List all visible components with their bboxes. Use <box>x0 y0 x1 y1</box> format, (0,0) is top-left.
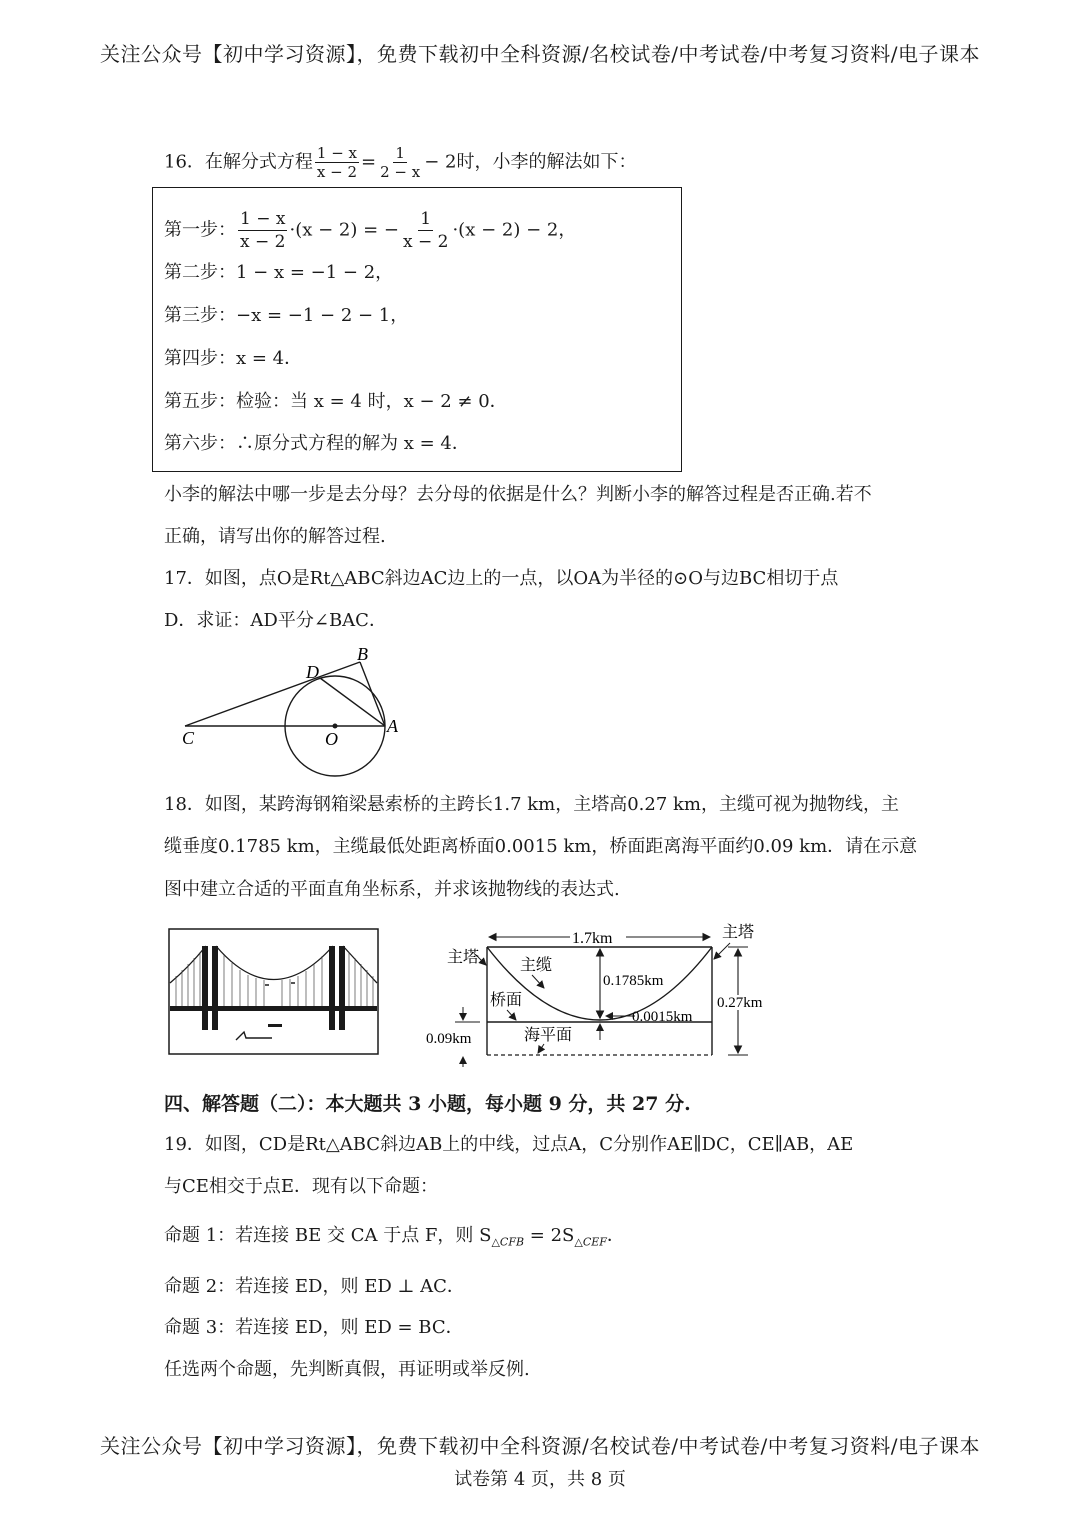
q16-stem: 16．在解分式方程 $\frac{1 - x}{x - 2}$ = $\frac{1}{2 - x}$ − 2时，小李的解法如下： <box>164 144 637 181</box>
q19-task: 任选两个命题，先判断真假，再证明或举反例. <box>164 1359 530 1380</box>
tower-right-leg1 <box>329 946 335 1030</box>
bridge-schematic <box>420 915 790 1070</box>
label-b: B <box>357 644 368 664</box>
label-c: C <box>182 728 195 748</box>
cable-label: 主缆 <box>520 957 553 974</box>
section4-heading: 四、解答题（二）：本大题共 3 小题，每小题 9 分，共 27 分. <box>164 1093 691 1115</box>
deck-label: 桥面 <box>490 992 523 1009</box>
gap-label: 0.0015km <box>632 1009 693 1025</box>
point-o <box>333 724 338 729</box>
q16-frac-left: $\frac{1 - x}{x - 2}$ <box>316 144 358 181</box>
sag-label: 0.1785km <box>603 973 664 989</box>
q16-frac-right: $\frac{1}{2 - x}$ <box>380 144 421 181</box>
q17-figure <box>170 640 410 780</box>
top-banner: 关注公众号【初中学习资源】，免费下载初中全科资源/名校试卷/中考试卷/中考复习资料/电子课本 <box>100 42 980 66</box>
q19-stem-2: 与CE相交于点E．现有以下命题： <box>164 1176 439 1197</box>
tower-left-label: 主塔 <box>447 949 480 966</box>
q16-question-1: 小李的解法中哪一步是去分母？去分母的依据是什么？判断小李的解答过程是否正确.若不 <box>164 484 872 505</box>
tower-left-leg1 <box>202 946 208 1030</box>
q19-stem-1: 19．如图，CD是Rt△ABC斜边AB上的中线，过点A，C分别作AE∥DC，CE∥AB，AE <box>164 1134 854 1155</box>
q16-step4: 第四步：x = 4． <box>164 348 303 369</box>
label-d: D <box>306 662 319 682</box>
span-label: 1.7km <box>572 930 613 947</box>
q19-proposition-1: 命题 1：若连接 BE 交 CA 于点 F，则 $S_{\triangle CFB} = 2S_{\triangle CEF}$． <box>164 1225 625 1249</box>
q18-stem-1: 18．如图，某跨海钢箱梁悬索桥的主跨长1.7 km，主塔高0.27 km，主缆可视为抛物线，主 <box>164 794 899 815</box>
ship-icon <box>268 1024 282 1027</box>
tower-right-leg2 <box>339 946 345 1030</box>
q16-question-2: 正确，请写出你的解答过程. <box>164 526 386 547</box>
q18-stem-2: 缆垂度0.1785 km，主缆最低处距离桥面0.0015 km，桥面距离海平面约0.09 km．请在示意 <box>164 836 918 857</box>
q16-step1: 第一步： $\frac{1 - x}{x - 2}$ ·(x − 2) = − $\frac{1}{x - 2}$ ·(x − 2) − 2， <box>164 209 577 252</box>
q19-proposition-3: 命题 3：若连接 ED，则 ED = BC． <box>164 1317 464 1338</box>
q17-stem-1: 17．如图，点O是Rt△ABC斜边AC边上的一点，以OA为半径的⊙O与边BC相切于点 <box>164 568 839 589</box>
label-a: A <box>387 716 398 736</box>
q17-stem-2: D．求证：AD平分∠BAC． <box>164 610 387 631</box>
height-label: 0.27km <box>717 995 763 1011</box>
sea-gap-label: 0.09km <box>426 1031 472 1047</box>
q19-proposition-2: 命题 2：若连接 ED，则 ED ⊥ AC． <box>164 1276 465 1297</box>
q16-step6: 第六步：∴原分式方程的解为 x = 4． <box>164 433 470 454</box>
q16-step5: 第五步：检验：当 x = 4 时，x − 2 ≠ 0． <box>164 391 508 412</box>
segment-cb <box>185 662 360 726</box>
q16-step3: 第三步：−x = −1 − 2 − 1， <box>164 305 409 326</box>
bottom-banner: 关注公众号【初中学习资源】，免费下载初中全科资源/名校试卷/中考试卷/中考复习资料/电子课本 <box>100 1434 980 1458</box>
page-footer: 试卷第 4 页，共 8 页 <box>454 1469 626 1490</box>
q18-stem-3: 图中建立合适的平面直角坐标系，并求该抛物线的表达式. <box>164 879 620 900</box>
tower-left-leg2 <box>212 946 218 1030</box>
bridge-photo <box>168 928 380 1056</box>
q16-step2: 第二步：1 − x = −1 − 2， <box>164 262 394 283</box>
label-o: O <box>325 729 338 749</box>
sea-label: 海平面 <box>524 1027 573 1044</box>
tower-right-label: 主塔 <box>722 924 755 941</box>
